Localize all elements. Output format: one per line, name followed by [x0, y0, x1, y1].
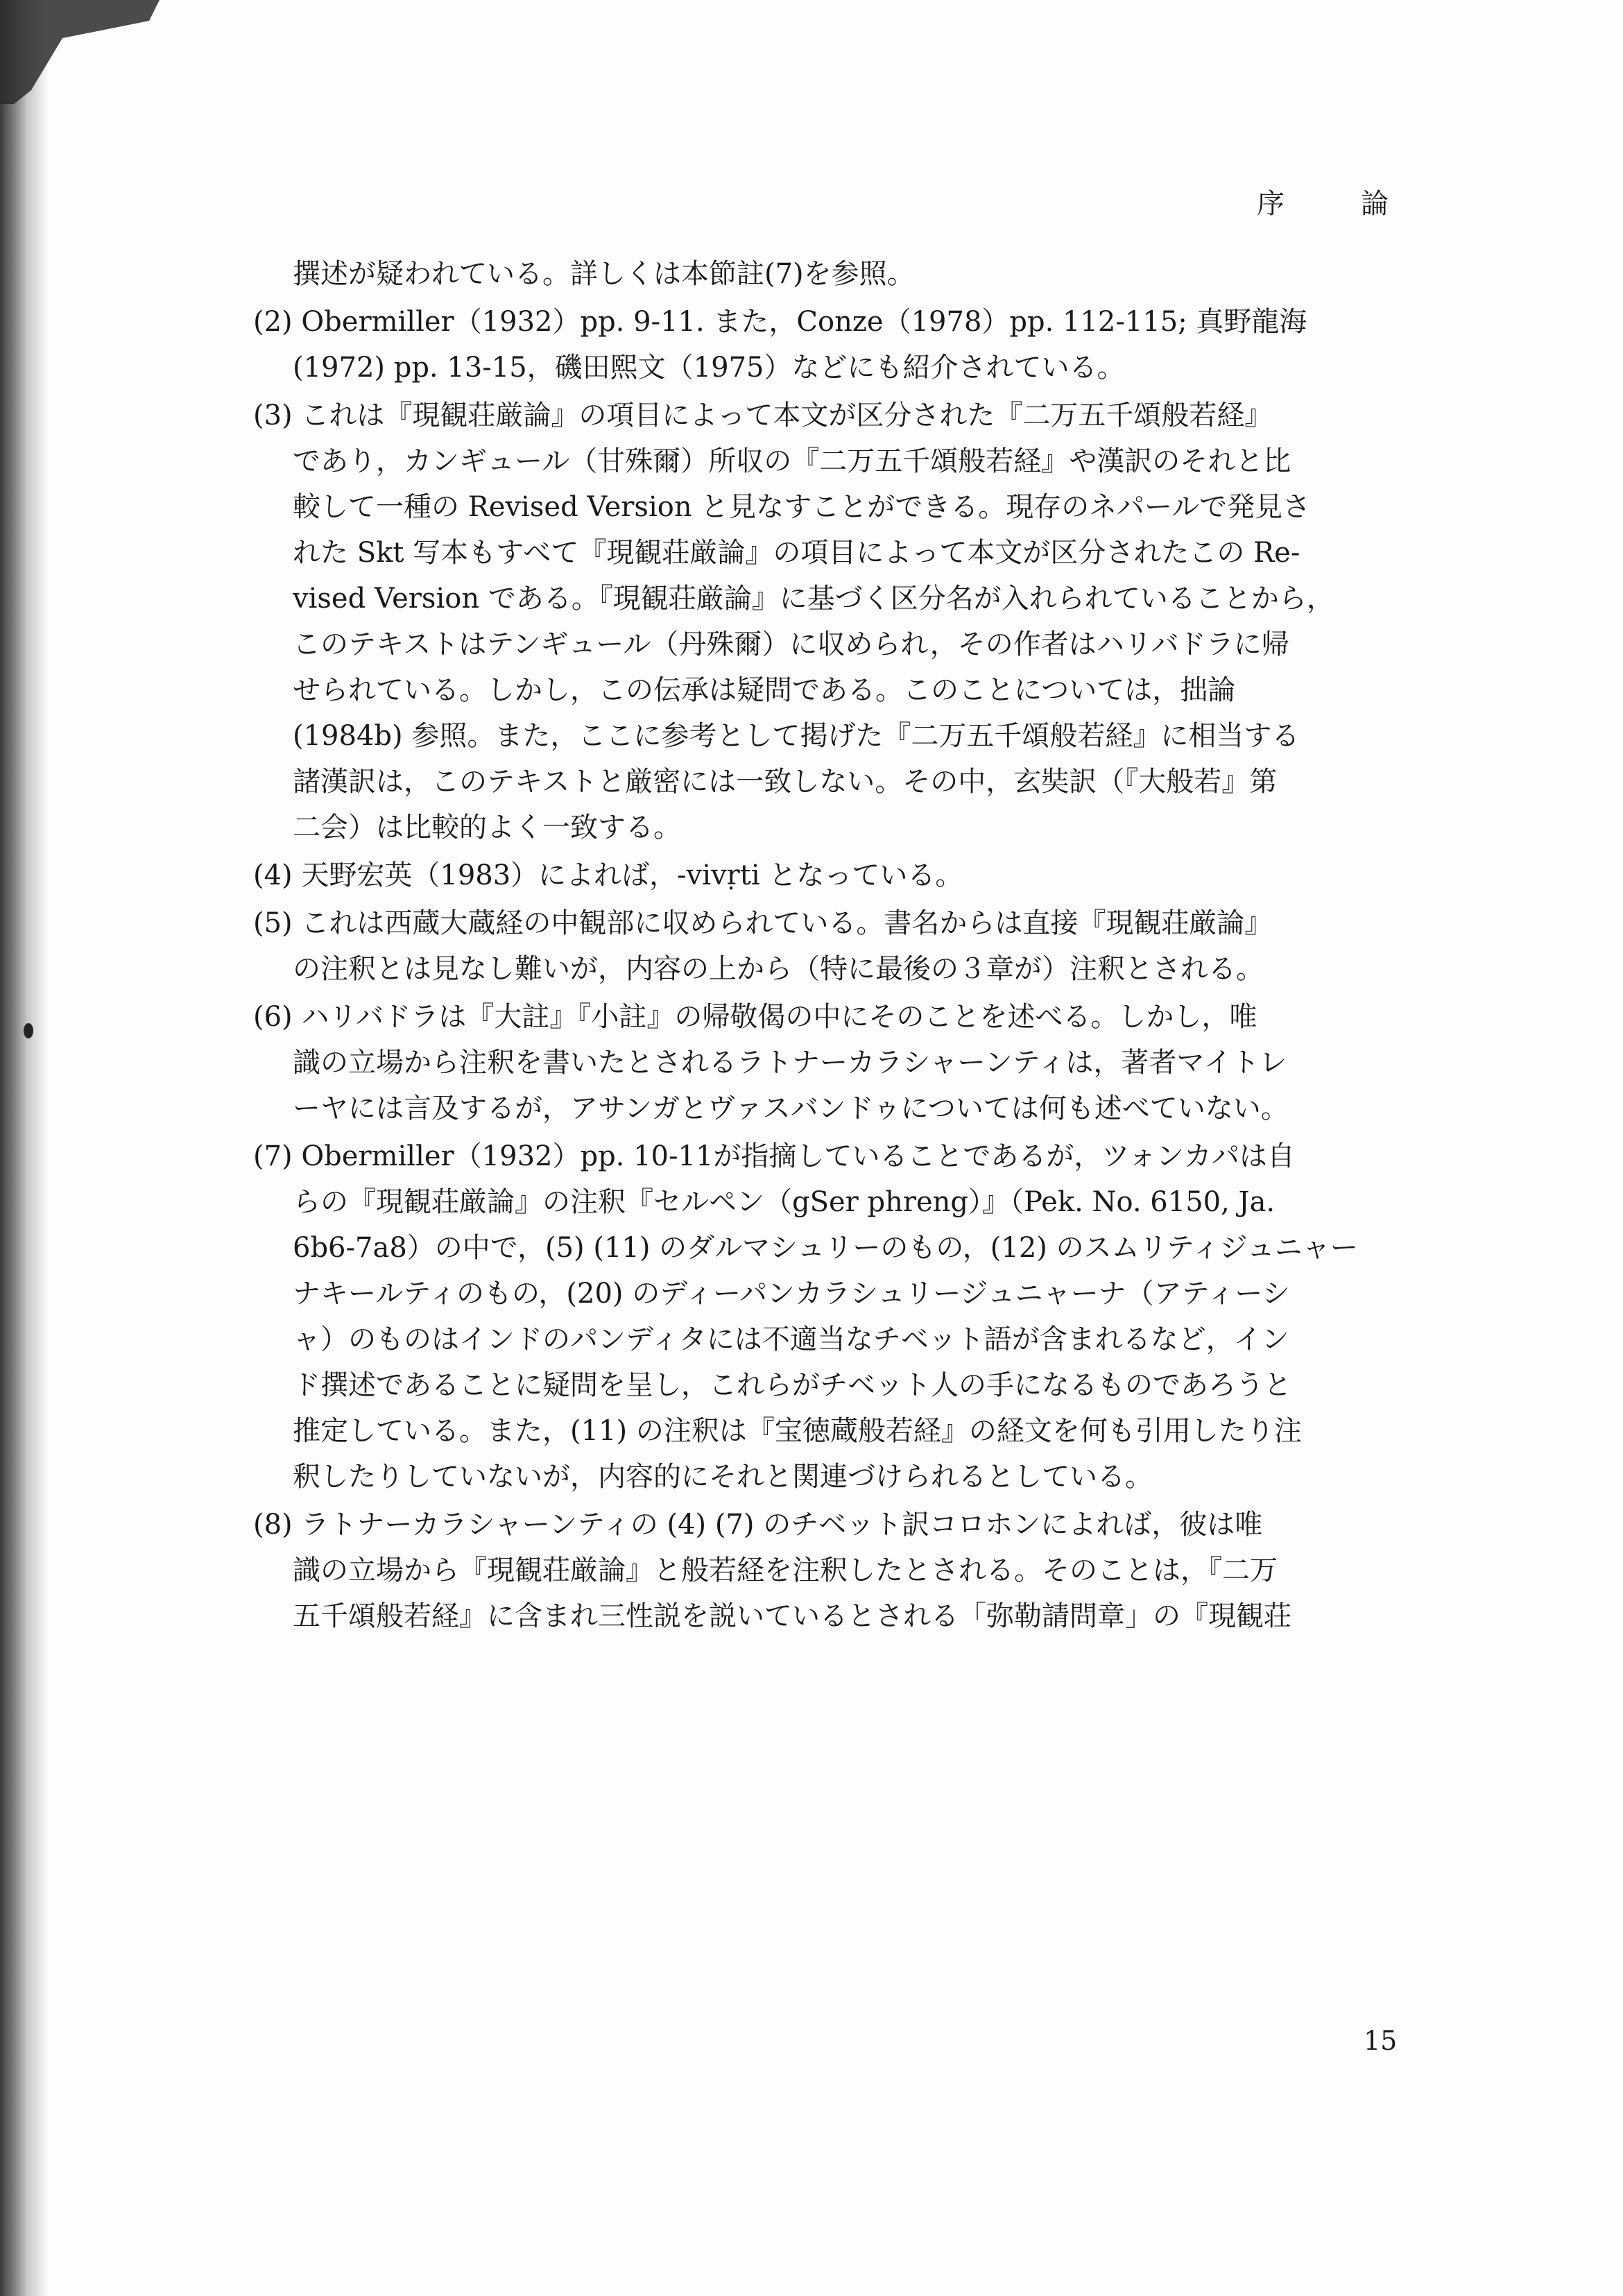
- text-line: せられている。しかし，この伝承は疑問である。このことについては，拙論: [293, 674, 1236, 706]
- text-line: このテキストはテンギュール（丹殊爾）に収められ，その作者はハリバドラに帰: [293, 628, 1289, 660]
- header-char-2: 論: [1361, 188, 1389, 220]
- text-line: 識の立場から注釈を書いたとされるラトナーカラシャーンティは，著者マイトレ: [293, 1047, 1287, 1079]
- text-line: (7) Obermiller（1932）pp. 10-11が指摘していることであるが，ツォンカパは自: [253, 1140, 1295, 1172]
- note-paragraph: [253, 994, 1418, 1131]
- note-paragraph: [253, 1502, 1418, 1639]
- text-line: れた Skt 写本もすべて『現観荘厳論』の項目によって本文が区分されたこの Re-: [293, 537, 1300, 569]
- scan-dot: [24, 1023, 33, 1038]
- text-line: 較して一種の Revised Version と見なすことができる。現存のネパールで発見さ: [293, 491, 1311, 523]
- text-line: の注釈とは見なし難いが，内容の上から（特に最後の３章が）注釈とされる。: [293, 953, 1264, 985]
- note-paragraph: [253, 900, 1418, 992]
- text-line: 推定している。また，(11) の注釈は『宝徳蔵般若経』の経文を何も引用したり注: [293, 1415, 1302, 1447]
- text-line: (5) これは西蔵大蔵経の中観部に収められている。書名からは直接『現観荘厳論』: [253, 907, 1273, 939]
- text-line: (4) 天野宏英（1983）によれば，-vivṛti となっている。: [253, 859, 963, 891]
- text-line: 識の立場から『現観荘厳論』と般若経を注釈したとされる。そのことは，『二万: [293, 1554, 1278, 1586]
- text-line: 釈したりしていないが，内容的にそれと関連づけられるとしている。: [293, 1461, 1153, 1493]
- text-line: であり，カンギュール（甘殊爾）所収の『二万五千頌般若経』や漢訳のそれと比: [293, 445, 1291, 477]
- text-line: 6b6-7a8）の中で，(5) (11) のダルマシュリーのもの，(12) のスムリティジュニャー: [293, 1232, 1358, 1264]
- text-line: 二会）は比較的よく一致する。: [293, 812, 681, 843]
- text-line: (8) ラトナーカラシャーンティの (4) (7) のチベット訳コロホンによれば，彼は唯: [253, 1509, 1263, 1541]
- header-char-1: 序: [1257, 188, 1285, 220]
- text-line: 諸漢訳は，このテキストと厳密には一致しない。その中，玄奘訳（『大般若』第: [293, 766, 1278, 798]
- text-line: ナキールティのもの，(20) のディーパンカラシュリージュニャーナ（アティーシ: [293, 1278, 1290, 1310]
- text-line: ーヤには言及するが，アサンガとヴァスバンドゥについては何も述べていない。: [293, 1093, 1289, 1124]
- page-number: 15: [1364, 2025, 1398, 2056]
- text-line: 五千頌般若経』に含まれ三性説を説いているとされる「弥勒請問章」の『現観荘: [293, 1600, 1291, 1632]
- text-line: ャ）のものはインドのパンディタには不適当なチベット語が含まれるなど，イン: [293, 1323, 1289, 1355]
- note-paragraph: [253, 299, 1418, 391]
- text-line: (1972) pp. 13-15，磯田熙文（1975）などにも紹介されている。: [293, 352, 1125, 384]
- note-paragraph: [253, 251, 1418, 297]
- note-paragraph: [253, 853, 1418, 898]
- scan-corner-artifact: [0, 0, 160, 104]
- text-line: ド撰述であることに疑問を呈し，これらがチベット人の手になるものであろうと: [293, 1369, 1291, 1401]
- note-paragraph: [253, 393, 1418, 850]
- text-line: vised Version である。『現観荘厳論』に基づく区分名が入れられていることから，: [293, 583, 1334, 615]
- running-header: [1257, 182, 1409, 223]
- text-line: らの『現観荘厳論』の注釈『セルペン（gSer phreng）』（Pek. No. 6150, Ja.: [293, 1186, 1276, 1218]
- text-line: (3) これは『現観荘厳論』の項目によって本文が区分された『二万五千頌般若経』: [253, 400, 1273, 431]
- note-body: [253, 251, 1418, 1639]
- binding-shadow: [0, 0, 49, 2296]
- note-paragraph: [253, 1133, 1418, 1500]
- text-line: (2) Obermiller（1932）pp. 9-11. また，Conze（1978）pp. 112-115; 真野龍海: [253, 306, 1307, 338]
- text-line: (1984b) 参照。また，ここに参考として掲げた『二万五千頌般若経』に相当する: [293, 720, 1300, 752]
- text-line: 撰述が疑われている。詳しくは本節註(7)を参照。: [293, 258, 915, 290]
- text-line: (6) ハリバドラは『大註』『小註』の帰敬偈の中にそのことを述べる。しかし，唯: [253, 1001, 1257, 1033]
